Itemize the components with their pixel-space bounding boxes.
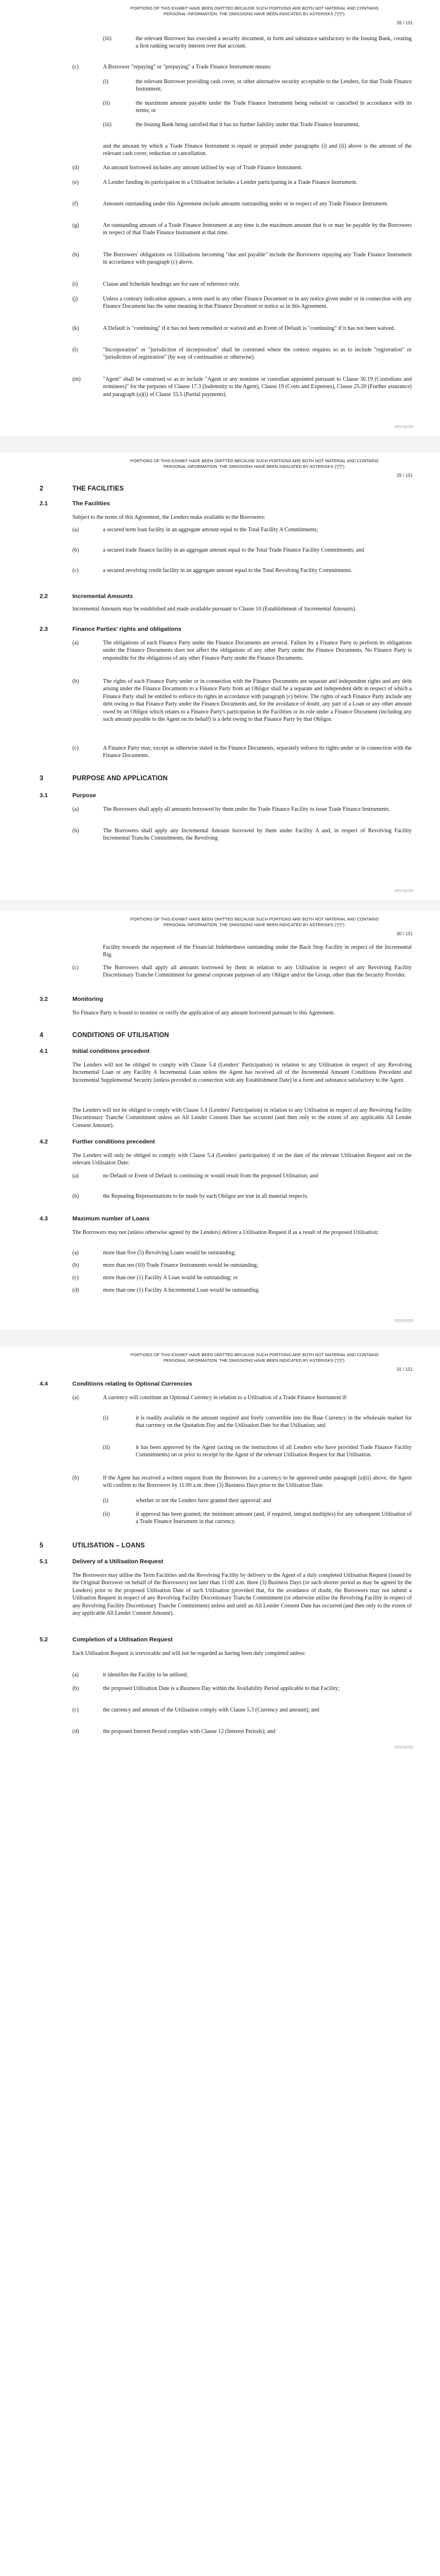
clause-number: 4.4 (40, 1381, 48, 1387)
redaction-notice: PORTIONS OF THIS EXHIBIT HAVE BEEN OMITTED BECAUSE SUCH PORTIONS ARE BOTH NOT MATERIAL AND CONTAINS PERSONAL INFORMATION. THE OMISSIONS HAVE BEEN INDICATED BY ASTERISKS ("[*]"). (130, 6, 379, 16)
clause-number: 3.2 (40, 996, 48, 1003)
item-text: An amount borrowed includes any amount utilised by way of Trade Finance Instrument. (103, 165, 303, 171)
section-number: 2 (40, 485, 44, 492)
item-text: a secured trade finance facility in an aggregate amount equal to the Total Trade Finance Facility Commitments; and (103, 547, 365, 553)
item-label: (b) (72, 678, 79, 685)
item-label: (a) (72, 1395, 79, 1401)
item-label: (ii) (103, 1511, 110, 1517)
clause-heading: Delivery of a Utilisation Request (72, 1558, 163, 1565)
clause-heading: Initial conditions precedent (72, 1048, 150, 1055)
clause-number: 4.2 (40, 1138, 48, 1145)
item-text: whether or not the Lenders have granted their approval; and (136, 1498, 271, 1504)
item-text: An outstanding amount of a Trade Finance Instrument at any time is the maximum amount that is or may be payable by the Borrowers in respect of that Trade Finance Instrument at that time. (103, 222, 412, 236)
item-label: (b) (72, 1685, 79, 1692)
item-text: the relevant Borrower providing cash cover, or other alternative security acceptable to the Lenders, for that Trade Finance Instrument; (136, 79, 412, 93)
section-heading: THE FACILITIES (72, 485, 124, 492)
item-text: "Agent" shall be construed so as to include "Agent or any nominee or custodian appointed pursuant to Clause 30.19 (Custodians and nominees)" for the purposes of Clause 17.3 (Indemnity to the Agent), Clause 19 (Costs and Expenses), Clause 25.20 (Further assurance) and paragraph (a)(i) of Clause 33.5 (Partial payments). (103, 376, 412, 398)
page-number: 29 / 151 (396, 473, 413, 478)
redaction-notice: PORTIONS OF THIS EXHIBIT HAVE BEEN OMITTED BECAUSE SUCH PORTIONS ARE BOTH NOT MATERIAL AND CONTAINS PERSONAL INFORMATION. THE OMISSIONS HAVE BEEN INDICATED BY ASTERISKS ("[*]"). (130, 917, 379, 927)
item-text: The Borrowers' obligations on Utilisations becoming "due and payable" include the Borrowers repaying any Trade Finance Instrument in accordance with paragraph (c) above. (103, 252, 412, 266)
clause-heading: Finance Parties' rights and obligations (72, 626, 182, 633)
section-number: 3 (40, 775, 44, 782)
item-text: Clause and Schedule headings are for ease of reference only. (103, 281, 240, 287)
clause-number: 5.2 (40, 1636, 48, 1643)
paragraph: No Finance Party is bound to monitor or verify the application of any amount borrowed pursuant to this Agreement. (72, 1010, 335, 1016)
item-text: no Default or Event of Default is continuing or would result from the proposed Utilisation; and (103, 1173, 318, 1179)
item-text: The Borrowers shall apply all amounts borrowed by them in relation to any Utilisation in respect of any Revolving Facility Discretionary Tranche Commitment for general corporate purposes of any Obligor and/or the Group, other than the Security Provider. (103, 965, 412, 979)
document-page (0, 911, 440, 1330)
paragraph: The Lenders will not be obliged to comply with Clause 5.4 (Lenders' Participation) in relation to any Utilisation in respect of any Revolving Facility Discretionary Tranche Commitment unless an All Lender Consent Date has occurred (and then only to the extent of any applicable All Lender Consent Amount). (72, 1107, 412, 1129)
document-page (0, 453, 440, 900)
section-number: 4 (40, 1032, 44, 1039)
item-label: (c) (72, 1707, 79, 1713)
item-label: (c) (72, 965, 79, 971)
clause-heading: Monitoring (72, 996, 103, 1003)
item-text: Unless a contrary indication appears, a term used in any other Finance Document or in any notice given under or in connection with any Finance Document has the same meaning in that Finance Document or notice as in this Agreement. (103, 296, 412, 310)
item-label: (ii) (103, 1444, 110, 1451)
page-number: 28 / 151 (396, 20, 413, 25)
item-text: the Issuing Bank being satisfied that it has no further liability under that Trade Finance Instrument, (136, 122, 360, 128)
footer-reference: [*] [*] / [*] [*] [*] (395, 889, 413, 893)
item-text: The Borrowers shall apply all amounts borrowed by them under the Trade Finance Facility to issue Trade Finance Instruments. (103, 806, 390, 812)
item-label: (c) (72, 1275, 79, 1281)
item-text: "Incorporation" or "jurisdiction of incorporation" shall be construed where the context requires so as to include "registration" or "jurisdiction of registration" (by way of continuation or otherwise). (103, 347, 412, 361)
footer-reference: [*] [*] / [*] [*] [*] (395, 425, 413, 429)
item-text: it has been approved by the Agent (acting on the instructions of all Lenders who have provided Trade Finance Facility Commitments) on or prior to receipt by the Agent of the relevant Utilisation Request for that Utilisation. (136, 1444, 412, 1459)
footer-reference: [*] [*] / [*] [*] [*] (395, 1319, 413, 1323)
item-label: (d) (72, 1728, 79, 1735)
item-label: (a) (72, 640, 79, 646)
item-text: The obligations of each Finance Party under the Finance Documents are several. Failure by a Finance Party to perform its obligations under the Finance Documents does not affect the obligations of any other Party under the Finance Documents. No Finance Party is responsible for the obligations of any other Finance Party under the Finance Documents. (103, 640, 412, 661)
item-label: (c) (72, 567, 79, 574)
item-text: more than ten (10) Trade Finance Instruments would be outstanding; (103, 1262, 258, 1268)
item-text: The Borrowers shall apply any Incremental Amount borrowed by them under Facility A and, in respect of Revolving Facility Incremental Tranche Commitments, the Revolving (103, 828, 412, 842)
item-text: if approval has been granted, the minimum amount (and, if required, integral multiples) for any subsequent Utilisation of a Trade Finance Instrument in that currency. (136, 1511, 412, 1525)
page-number: 30 / 151 (396, 931, 413, 936)
clause-heading: Further conditions precedent (72, 1138, 155, 1145)
item-label: (c) (72, 64, 79, 70)
item-text: the proposed Interest Period complies with Clause 12 (Interest Periods); and (103, 1728, 275, 1735)
item-label: (iii) (103, 122, 111, 128)
item-label: (i) (103, 79, 109, 85)
item-text: A currency will constitute an Optional Currency in relation to a Utilisation of a Trade Finance Instrument if: (103, 1395, 348, 1401)
redaction-notice: PORTIONS OF THIS EXHIBIT HAVE BEEN OMITTED BECAUSE SUCH PORTIONS ARE BOTH NOT MATERIAL AND CONTAINS PERSONAL INFORMATION. THE OMISSIONS HAVE BEEN INDICATED BY ASTERISKS ("[*]"). (130, 458, 379, 469)
clause-heading: Conditions relating to Optional Currencies (72, 1381, 192, 1387)
item-label: (d) (72, 165, 79, 171)
footer-reference: [*] [*] / [*] [*] [*] (395, 1746, 413, 1749)
item-text: the proposed Utilisation Date is a Business Day within the Availability Period applicable to that Facility; (103, 1685, 340, 1692)
item-label: (a) (72, 806, 79, 812)
document-page (0, 1347, 440, 2576)
paragraph: Each Utilisation Request is irrevocable and will not be regarded as having been duly completed unless: (72, 1650, 306, 1657)
item-label: (a) (72, 1250, 79, 1256)
document-page (0, 0, 440, 436)
section-number: 5 (40, 1542, 44, 1549)
item-label: (iii) (103, 36, 111, 42)
section-heading: UTILISATION – LOANS (72, 1542, 145, 1549)
clause-number: 4.3 (40, 1215, 48, 1222)
item-label: (d) (72, 1287, 79, 1293)
clause-number: 3.1 (40, 792, 48, 799)
clause-heading: Maximum number of Loans (72, 1215, 150, 1222)
clause-heading: Incremental Amounts (72, 593, 133, 600)
clause-number: 4.1 (40, 1048, 48, 1055)
clause-heading: Purpose (72, 792, 97, 799)
paragraph: Incremental Amounts may be established and made available pursuant to Clause 10 (Establishment of Incremental Amounts). (72, 606, 357, 612)
item-label: (j) (72, 296, 78, 302)
paragraph: The Borrowers may utilise the Term Facilities and the Revolving Facility by delivery to the Agent of a duly completed Utilisation Request (issued by the Original Borrower on behalf of the Borrowers) not later than 11:00 a.m. three (3) Business Days (or such shorter period as may be agreed by the Lenders) prior to the proposed Utilisation Date of such Utilisation (provided that, for the avoidance of doubt, the Borrowers may not submit a Utilisation Request in respect of any Revolving Facility Discretionary Tranche Commitment (or otherwise utilise the Revolving Facility in respect of any Revolving Facility Discretionary Tranche Commitment) unless and until an All Lender Consent Date has occurred (and then only to the extent of any applicable All Lender Consent Amount). (72, 1572, 412, 1617)
item-text: the currency and amount of the Utilisation comply with Clause 5.3 (Currency and amount); and (103, 1707, 320, 1713)
paragraph: and the amount by which a Trade Finance Instrument is repaid or prepaid under paragraphs (i) and (ii) above is the amount of the relevant cash cover, reduction or cancellation. (103, 143, 412, 157)
item-label: (f) (72, 201, 78, 207)
item-label: (k) (72, 325, 79, 332)
item-text: The rights of each Finance Party under or in connection with the Finance Documents are separate and independent rights and any debt arising under the Finance Documents to a Finance Party from an Obligor shall be a separate and independent debt in respect of which a Finance Party shall be entitled to enforce its rights in accordance with paragraph (c) below. The rights of each Finance Party include any debt owing to that Finance Party under the Finance Documents and, for the avoidance of doubt, any part of a Loan or any other amount owed by an Obligor which relates to a Finance Party's participation in the Facilities or its role under a Finance Document (including any such amount payable to the Agent on its behalf) is a debt owing to that Finance Party by that Obligor. (103, 678, 412, 723)
paragraph: The Lenders will not be obliged to comply with Clause 5.4 (Lenders' Participation) in relation to any Utilisation in respect of any Revolving Incremental Loan or any Facility A Incremental Loan unless the Agent has received all of the Incremental Amount Conditions Precedent and Incremental Supplemental Security (unless provided in connection with any Establishment Date) in a form and substance satisfactory to the Agent. (72, 1062, 412, 1083)
item-text: A Lender funding its participation in a Utilisation includes a Lender participating in a Trade Finance Instrument. (103, 179, 357, 186)
paragraph: The Lenders will only be obliged to comply with Clause 5.4 (Lenders' participation) if on the date of the relevant Utilisation Request and on the relevant Utilisation Date: (72, 1152, 412, 1167)
item-label: (i) (103, 1498, 109, 1504)
paragraph: Facility towards the repayment of the Financial Indebtedness outstanding under the Back Stop Facility in respect of the Incremental Rig. (103, 944, 412, 958)
section-heading: CONDITIONS OF UTILISATION (72, 1032, 169, 1039)
item-label: (m) (72, 376, 81, 382)
clause-number: 2.2 (40, 593, 48, 600)
item-text: If the Agent has received a written request from the Borrowers for a currency to be approved under paragraph (a)(ii) above, the Agent will confirm to the Borrowers by 11:00 a.m. three (3) Business Days prior to the Utilisation Date: (103, 1475, 412, 1489)
item-label: (ii) (103, 100, 110, 106)
item-label: (a) (72, 1672, 79, 1678)
item-text: it is readily available in the amount required and freely convertible into the Base Currency in the wholesale market for that currency on the Quotation Day and the Utilisation Date for that Utilisation; and (136, 1415, 412, 1429)
clause-number: 2.1 (40, 500, 48, 507)
item-text: A Finance Party may, except as otherwise stated in the Finance Documents, separately enforce its rights under or in connection with the Finance Documents. (103, 745, 412, 759)
clause-heading: The Facilities (72, 500, 110, 507)
item-text: the relevant Borrower has executed a security document, in form and substance satisfactory to the Issuing Bank, creating a first ranking security interest over that account. (136, 36, 412, 50)
redaction-notice: PORTIONS OF THIS EXHIBIT HAVE BEEN OMITTED BECAUSE SUCH PORTIONS ARE BOTH NOT MATERIAL AND CONTAINS PERSONAL INFORMATION. THE OMISSIONS HAVE BEEN INDICATED BY ASTERISKS ("[*]"). (130, 1352, 379, 1363)
item-label: (a) (72, 1173, 79, 1179)
paragraph: The Borrowers may not (unless otherwise agreed by the Lenders) deliver a Utilisation Request if as a result of the proposed Utilisation: (72, 1229, 379, 1236)
clause-number: 2.3 (40, 626, 48, 633)
item-text: Amounts outstanding under this Agreement include amounts outstanding under or in respect of any Trade Finance Instrument. (103, 201, 389, 207)
item-label: (i) (72, 281, 78, 287)
section-heading: PURPOSE AND APPLICATION (72, 775, 168, 782)
item-label: (e) (72, 179, 79, 186)
item-text: more than one (1) Facility A Loan would be outstanding; or (103, 1275, 238, 1281)
item-text: the Repeating Representations to be made by each Obligor are true in all material respects. (103, 1193, 308, 1199)
item-text: A Default is "continuing" if it has not been remedied or waived and an Event of Default is "continuing" if it has not been waived. (103, 325, 395, 332)
item-label: (b) (72, 828, 79, 834)
item-label: (b) (72, 1475, 79, 1481)
item-label: (l) (72, 347, 78, 353)
clause-heading: Completion of a Utilisation Request (72, 1636, 173, 1643)
item-text: more than five (5) Revolving Loans would be outstanding; (103, 1250, 236, 1256)
item-label: (i) (103, 1415, 109, 1421)
item-label: (g) (72, 222, 79, 229)
item-label: (b) (72, 547, 79, 553)
paragraph: Subject to the terms of this Agreement, the Lenders make available to the Borrowers: (72, 514, 266, 521)
item-text: a secured term loan facility in an aggregate amount equal to the Total Facility A Commitments; (103, 527, 318, 533)
item-text: the maximum amount payable under the Trade Finance Instrument being reduced or cancelled in accordance with its terms; or (136, 100, 412, 114)
item-text: more than one (1) Facility A Incremental Loan would be outstanding. (103, 1287, 260, 1293)
item-text: A Borrower "repaying" or "prepaying" a Trade Finance Instrument means: (103, 64, 271, 70)
item-label: (a) (72, 527, 79, 533)
clause-number: 5.1 (40, 1558, 48, 1565)
page-number: 31 / 151 (396, 1367, 413, 1372)
item-label: (b) (72, 1262, 79, 1268)
item-text: a secured revolving credit facility in an aggregate amount equal to the Total Revolving Facility Commitments. (103, 567, 353, 574)
item-label: (b) (72, 1193, 79, 1199)
item-label: (c) (72, 745, 79, 751)
item-text: it identifies the Facility to be utilised; (103, 1672, 188, 1678)
item-label: (h) (72, 252, 79, 258)
